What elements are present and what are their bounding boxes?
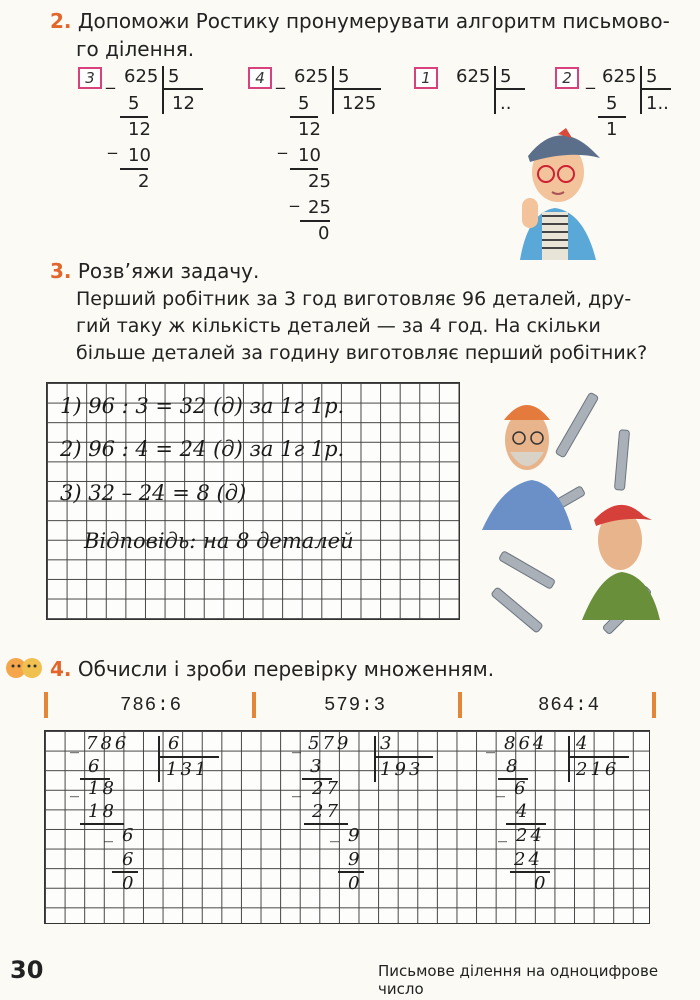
step: 18 [88,801,117,822]
task-2-number: 2. [50,9,72,33]
expression-3: 864:4 [538,694,601,716]
step: 25 [308,197,331,218]
divider-bar [652,692,656,718]
task-2-text [50,8,690,34]
divider-bar [44,692,48,718]
quotient: 12 [172,93,195,114]
remainder: 2 [138,171,150,192]
step: 12 [128,119,151,140]
problem-line: більше деталей за годину виготовляє перший робітник? [76,342,648,364]
remainder: 0 [348,873,363,894]
remainder: 0 [318,223,330,244]
divisor: 5 [500,66,512,87]
step: 10 [298,145,321,166]
step: 6 [514,778,529,799]
quotient: 125 [342,93,377,114]
dividend: 625 [456,66,491,87]
dividend: 625 [602,66,637,87]
step: 6 [122,825,137,846]
task-3-problem [76,286,686,367]
step: 6 [122,849,137,870]
step: 5 [298,93,310,114]
task-3-number: 3. [50,259,72,283]
divisor: 5 [168,66,180,87]
task-3-title [50,258,259,284]
divisor: 4 [576,733,591,754]
order-box-3[interactable]: 1 [414,67,438,89]
dividend: 625 [294,66,329,87]
quotient: 1.. [646,93,669,114]
order-box-1[interactable]: 3 [78,67,102,89]
minus-sign: _ [106,69,115,90]
remainder: 0 [122,873,137,894]
workers-illustration [482,380,682,640]
order-box-2[interactable]: 4 [248,67,272,89]
step: 25 [308,171,331,192]
step: 5 [606,93,618,114]
quotient: .. [500,93,512,114]
step: 8 [506,756,521,777]
boy-illustration [500,120,610,260]
dividend: 579 [308,733,352,754]
page-number: 30 [10,956,44,984]
divisor: 5 [646,66,658,87]
task-4-title [50,656,494,682]
step: 5 [128,93,140,114]
divider-bar [458,692,462,718]
step: 27 [312,801,341,822]
step: 1 [606,119,618,140]
divisor: 5 [338,66,350,87]
task-3-heading: Розв’яжи задачу. [77,259,260,283]
step: 24 [516,825,545,846]
step: 24 [514,849,543,870]
step: 9 [348,825,363,846]
step: 27 [312,778,341,799]
answer: Відповідь: на 8 деталей [84,529,354,553]
task-4-number: 4. [50,657,72,681]
solution-step-2: 2) 96 : 4 = 24 (д) за 1г 1р. [60,437,345,461]
task-2-line2: го ділення. [76,37,195,61]
order-box-4[interactable]: 2 [555,67,579,89]
dividend: 864 [504,733,548,754]
remainder: 0 [534,873,549,894]
problem-line: Перший робітник за 3 год виготовляє 96 деталей, дру- [76,288,632,310]
step: 10 [128,145,151,166]
expression-1: 786:6 [120,694,183,716]
dividend: 786 [86,733,130,754]
quotient: 216 [576,759,620,780]
solution-step-1: 1) 96 : 3 = 32 (д) за 1г 1р. [60,394,345,418]
divisor: 3 [380,733,395,754]
step: 9 [348,849,363,870]
task-2-line1: Допоможи Ростику пронумерувати алгоритм письмово- [77,9,670,33]
pair-work-icon [4,652,44,684]
task-4-heading: Обчисли і зроби перевірку множенням. [77,657,495,681]
step: 4 [516,801,531,822]
divisor: 6 [168,733,183,754]
divider-bar [252,692,256,718]
quotient: 193 [380,759,424,780]
expression-2: 579:3 [324,694,387,716]
quotient: 131 [166,759,210,780]
step: 3 [310,756,325,777]
dividend: 625 [124,66,159,87]
problem-line: гий таку ж кількість деталей — за 4 год. На скільки [76,315,601,337]
step: 12 [298,119,321,140]
minus-sign: _ [276,69,285,90]
step: 6 [88,756,103,777]
solution-step-3: 3) 32 – 24 = 8 (д) [60,481,247,505]
step: 18 [88,778,117,799]
minus-sign: _ [586,69,595,90]
footer-title: Письмове ділення на одноцифрове число [378,962,659,998]
